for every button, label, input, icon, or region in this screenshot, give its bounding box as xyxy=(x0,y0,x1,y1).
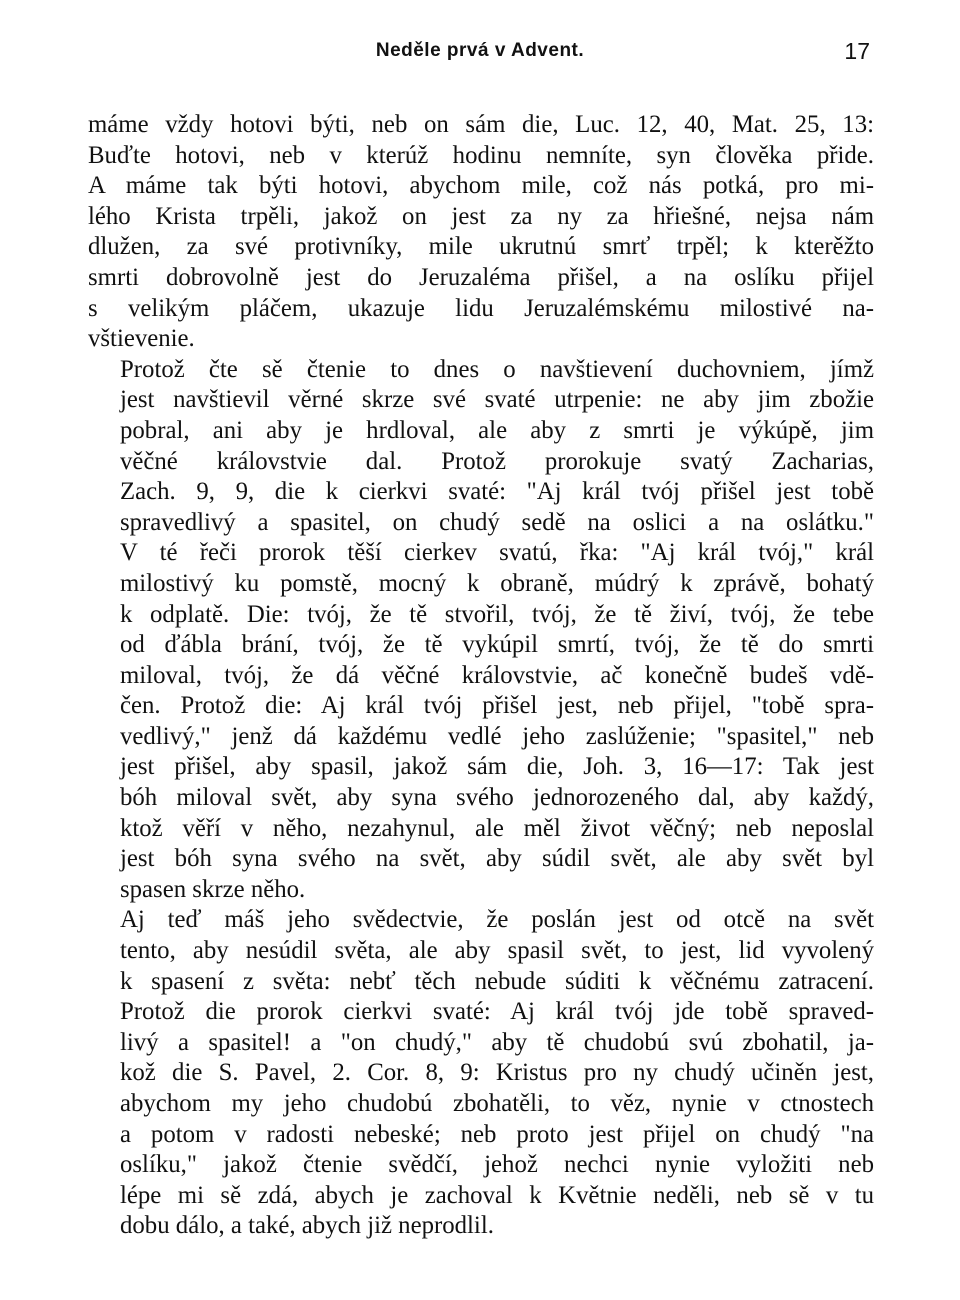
text-line: máme vždy hotovi býti, neb on sám die, Luc. 12, 40, Mat. 25, 13: xyxy=(88,111,874,138)
text-line: jest navštievil věrné skrze své svaté utrpenie: ne aby jim zbožie xyxy=(120,386,874,414)
text-line: od ďábla brání, tvój, že tě vykúpil smrtí, tvój, že tě do smrti xyxy=(120,631,874,659)
text-line: lépe mi sě zdá, abych je zachoval k Květnie neděli, neb sě v tu xyxy=(120,1181,874,1209)
text-line: jest bóh syna svého na svět, aby súdil svět, ale aby svět byl xyxy=(120,845,874,873)
text-line: Aj teď máš jeho svědectvie, že poslán jest od otcě na svět xyxy=(120,906,874,934)
paragraph xyxy=(88,905,874,1242)
text-line: V té řeči prorok těší cierkev svatú, řka: "Aj král tvój," král xyxy=(120,539,874,567)
text-line: ktož věří v něho, nezahynul, ale měl život věčný; neb neposlal xyxy=(120,814,874,842)
text-line: A máme tak býti hotovi, abychom mile, což nás potká, pro mi- xyxy=(88,172,874,200)
text-line: pobral, ani aby je hrdloval, ale aby z smrti je výkúpě, jim xyxy=(120,416,874,444)
chapter-title: Neděle prvá v Advent. xyxy=(375,40,585,61)
text-line: miloval, tvój, že dá věčné královstvie, ač konečně budeš vdě- xyxy=(120,661,874,689)
text-line: k odplatě. Die: tvój, že tě stvořil, tvój, že tě živí, tvój, že tebe xyxy=(120,600,874,628)
text-line: abychom my jeho chudobú zbohatěli, to věz, nynie v ctnostech xyxy=(120,1090,874,1117)
text-line: smrti dobrovolně jest do Jeruzaléma přišel, a na oslíku přijel xyxy=(88,263,874,291)
text-line: livý a spasitel! a "on chudý," aby tě chudobú svú zbohatil, ja- xyxy=(120,1028,874,1056)
text-line: Buďte hotovi, neb v kterúž hodinu nemníte, syn člověka přide. xyxy=(88,141,874,169)
text-line: lého Krista trpěli, jakož on jest za ny za hřiešné, nejsa nám xyxy=(88,202,874,230)
body-text xyxy=(88,110,874,1242)
text-line: s velikým pláčem, ukazuje lidu Jeruzalémskému milostivé na- xyxy=(88,294,874,322)
text-line: dobu dálo, a také, abych již neprodlil. xyxy=(120,1212,494,1240)
text-line: Protož čte sě čtenie to dnes o navštievení duchovniem, jímž xyxy=(120,355,874,383)
text-line: oslíku," jakož čtenie svědčí, jehož nechci nynie vyložiti neb xyxy=(120,1151,874,1179)
paragraph xyxy=(88,355,874,906)
text-line: kož die S. Pavel, 2. Cor. 8, 9: Kristus pro ny chudý učiněn jest, xyxy=(120,1059,874,1087)
text-line: k spasení z světa: nebť těch nebude súditi k věčnému zatracení. xyxy=(120,967,874,995)
running-header xyxy=(88,40,872,70)
text-line: Protož die prorok cierkvi svaté: Aj král tvój jde tobě spraved- xyxy=(120,998,874,1026)
text-line: bóh miloval svět, aby syna svého jednorozeného dal, aby každý, xyxy=(120,784,874,812)
page-number: 17 xyxy=(844,38,870,64)
paragraph xyxy=(88,110,874,355)
text-line: jest přišel, aby spasil, jakož sám die, Joh. 3, 16—17: Tak jest xyxy=(120,753,874,781)
text-line: spasen skrze něho. xyxy=(120,875,306,903)
text-line: spravedlivý a spasitel, on chudý sedě na oslici a na oslátku." xyxy=(120,508,874,536)
text-line: tento, aby nesúdil světa, ale aby spasil svět, to jest, lid vyvolený xyxy=(120,937,874,965)
text-line: věčné královstvie dal. Protož prorokuje svatý Zacharias, xyxy=(120,447,874,475)
text-line: a potom v radosti nebeské; neb proto jest přijel on chudý "na xyxy=(120,1120,874,1148)
text-line: Zach. 9, 9, die k cierkvi svaté: "Aj král tvój přišel jest tobě xyxy=(120,478,874,506)
text-line: čen. Protož die: Aj král tvój přišel jest, neb přijel, "tobě spra- xyxy=(120,692,874,720)
text-line: vštievenie. xyxy=(88,325,195,353)
text-line: dlužen, za své protivníky, mile ukrutnú smrť trpěl; k kterěžto xyxy=(88,233,874,261)
text-line: vedlivý," jenž dá každému vedlé jeho zaslúženie; "spasitel," neb xyxy=(120,722,874,750)
text-line: milostivý ku pomstě, mocný k obraně, múdrý k zprávě, bohatý xyxy=(120,569,874,597)
